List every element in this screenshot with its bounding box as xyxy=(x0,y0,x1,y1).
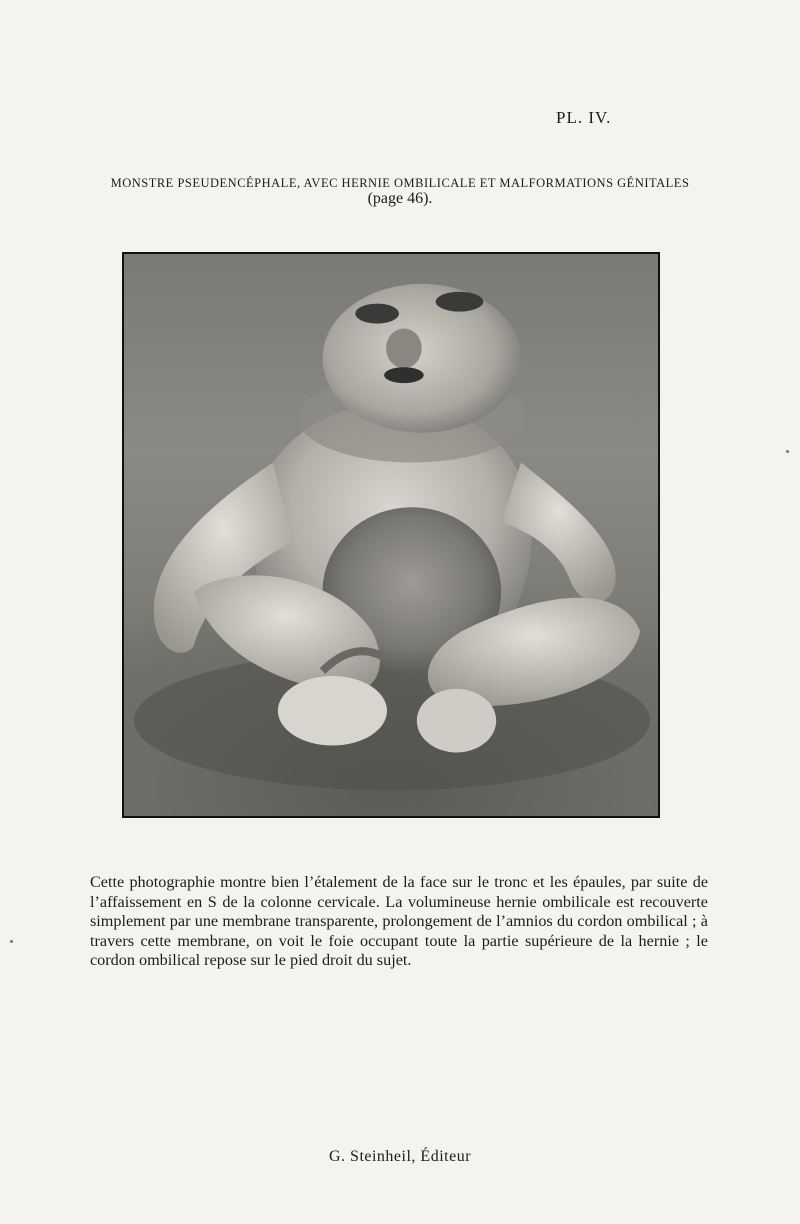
plate-caption xyxy=(90,873,708,971)
plate-page-reference: (page 46). xyxy=(367,190,433,207)
paper-speck xyxy=(786,450,789,453)
plate-title: MONSTRE PSEUDENCÉPHALE, AVEC HERNIE OMBILICALE ET MALFORMATIONS GÉNITALES xyxy=(110,176,690,190)
caption-text: Cette photographie montre bien l’étalement de la face sur le tronc et les épaules, par suite de l’affaissement en S de la colonne cervicale. La volumineuse hernie ombilicale est recouverte simplement par une membrane transparente, prolongement de l’amnios du cordon ombilical ; à travers cette membrane, on voit le foie occupant toute la partie supérieure de la hernie ; le cordon ombilical repose sur le pied droit du sujet. xyxy=(90,873,708,970)
photograph-illustration xyxy=(124,254,658,816)
plate-number: PL. IV. xyxy=(556,108,612,127)
publisher-line: G. Steinheil, Éditeur xyxy=(328,1148,472,1165)
plate-photograph xyxy=(122,252,660,818)
paper-speck xyxy=(10,940,13,943)
